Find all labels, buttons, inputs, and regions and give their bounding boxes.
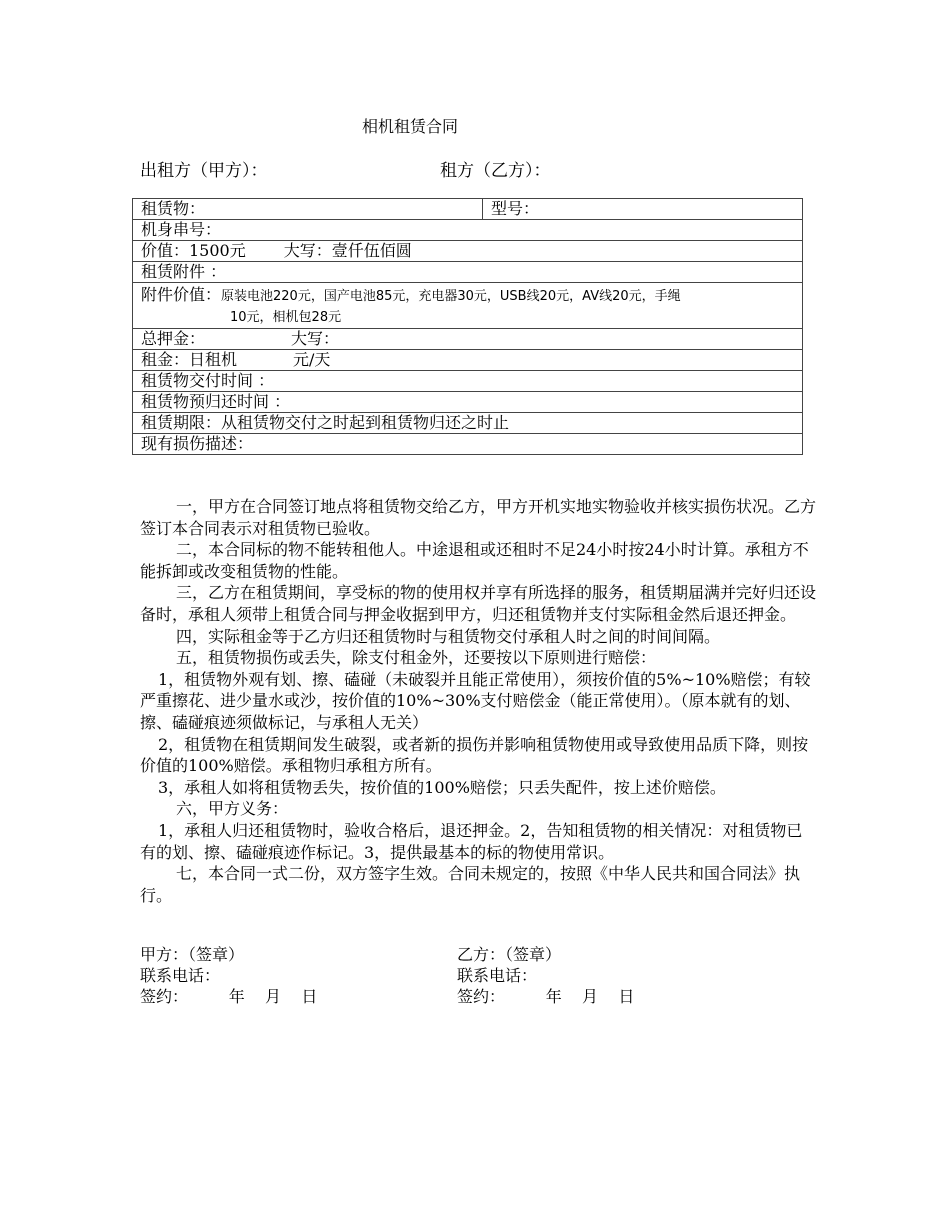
table-row <box>133 241 803 262</box>
clause-1: 一，甲方在合同签订地点将租赁物交给乙方，甲方开机实地实物验收并核实损伤状况。乙方签订本合同表示对租赁物已验收。 <box>140 497 817 538</box>
deposit-label: 总押金： <box>141 329 206 348</box>
clause-5: 五，租赁物损伤或丢失，除支付租金外，还要按以下原则进行赔偿： <box>176 648 657 668</box>
clause-6: 六，甲方义务： <box>176 799 289 819</box>
rent-unit: 元/天 <box>293 350 331 369</box>
party-a-date-label: 签约： 年 月 日 <box>140 987 318 1006</box>
table-row <box>133 434 803 455</box>
accessory-value-cell <box>133 283 803 329</box>
delivery-time-cell: 租赁物交付时间 ： <box>133 371 803 392</box>
accessory-value-label: 附件价值： <box>141 285 222 304</box>
accessory-value-line1: 原装电池220元，国产电池85元，充电器30元，USB线20元，AV线20元，手绳 <box>221 289 681 304</box>
damage-description-cell: 现有损伤描述： <box>133 434 803 455</box>
deposit-cell <box>133 329 803 350</box>
table-row <box>133 413 803 434</box>
clause-5-item-1: 1，租赁物外观有划、擦、磕碰（未破裂并且能正常使用），须按价值的5%~10%赔偿；有较严重擦花、进少量水或沙，按价值的10%~30%支付赔偿金（能正常使用）。（原本就有的划、擦、磕碰痕迹须做标记，与承租人无关） <box>140 669 811 732</box>
party-b-phone-label: 联系电话： <box>457 966 538 985</box>
party-b-date-label: 签约： 年 月 日 <box>457 987 635 1006</box>
rental-period-cell: 租赁期限：从租赁物交付之时起到租赁物归还之时止 <box>133 413 803 434</box>
rental-info-table <box>132 198 803 455</box>
return-time-cell: 租赁物预归还时间 ： <box>133 392 803 413</box>
clause-5-item-3: 3，承租人如将租赁物丢失，按价值的100%赔偿；只丢失配件，按上述价赔偿。 <box>158 777 726 797</box>
table-row <box>133 350 803 371</box>
model-cell: 型号： <box>483 199 803 220</box>
party-a-phone-label: 联系电话： <box>140 966 221 985</box>
party-a-signature <box>140 944 317 1007</box>
table-row <box>133 199 803 220</box>
clause-3: 三，乙方在租赁期间，享受标的物的使用权并享有所选择的服务，租赁期届满并完好归还设备时，承租人须带上租赁合同与押金收据到甲方，归还租赁物并支付实际租金然后退还押金。 <box>140 583 817 624</box>
accessory-value-line2: 10元，相机包28元 <box>230 310 342 325</box>
accessories-cell: 租赁附件 ： <box>133 262 803 283</box>
rent-label: 租金：日租机 <box>141 350 238 369</box>
table-row <box>133 262 803 283</box>
table-row <box>133 371 803 392</box>
accessory-value-text <box>141 284 701 328</box>
table-row <box>133 329 803 350</box>
party-a-seal-label: 甲方：（签章） <box>140 945 245 964</box>
table-row <box>133 220 803 241</box>
clause-7: 七，本合同一式二份，双方签字生效。合同未规定的，按照《中华人民共和国合同法》执行。 <box>140 864 801 905</box>
clause-2: 二，本合同标的物不能转租他人。中途退租或还租时不足24小时按24小时计算。承租方不能拆卸或改变租赁物的性能。 <box>140 540 809 581</box>
clause-6-items: 1，承租人归还租赁物时，验收合格后，退还押金。2，告知租赁物的相关情况：对租赁物已有的划、擦、磕碰痕迹作标记。3，提供最基本的标的物使用常识。 <box>140 820 803 862</box>
value-cell <box>133 241 803 262</box>
party-b-signature <box>457 944 634 1007</box>
party-b-seal-label: 乙方：（签章） <box>457 945 562 964</box>
table-row <box>133 283 803 329</box>
rental-item-cell: 租赁物： <box>133 199 483 220</box>
lessee-label: 租方（乙方）： <box>440 161 551 181</box>
value-amount: 价值：1500元 <box>141 241 246 260</box>
clause-4: 四，实际租金等于乙方归还租赁物时与租赁物交付承租人时之间的时间间隔。 <box>176 626 721 646</box>
serial-number-cell: 机身串号： <box>133 220 803 241</box>
deposit-in-words: 大写： <box>291 329 340 348</box>
contract-clauses <box>140 496 816 906</box>
value-in-words: 大写：壹仟伍佰圆 <box>283 241 412 260</box>
contract-title: 相机租赁合同 <box>362 117 459 136</box>
lessor-label: 出租方（甲方）： <box>140 161 268 181</box>
table-row <box>133 392 803 413</box>
rent-cell <box>133 350 803 371</box>
clause-5-item-2: 2，租赁物在租赁期间发生破裂，或者新的损伤并影响租赁物使用或导致使用品质下降，则按价值的100%赔偿。承租物归承租方所有。 <box>140 734 809 776</box>
